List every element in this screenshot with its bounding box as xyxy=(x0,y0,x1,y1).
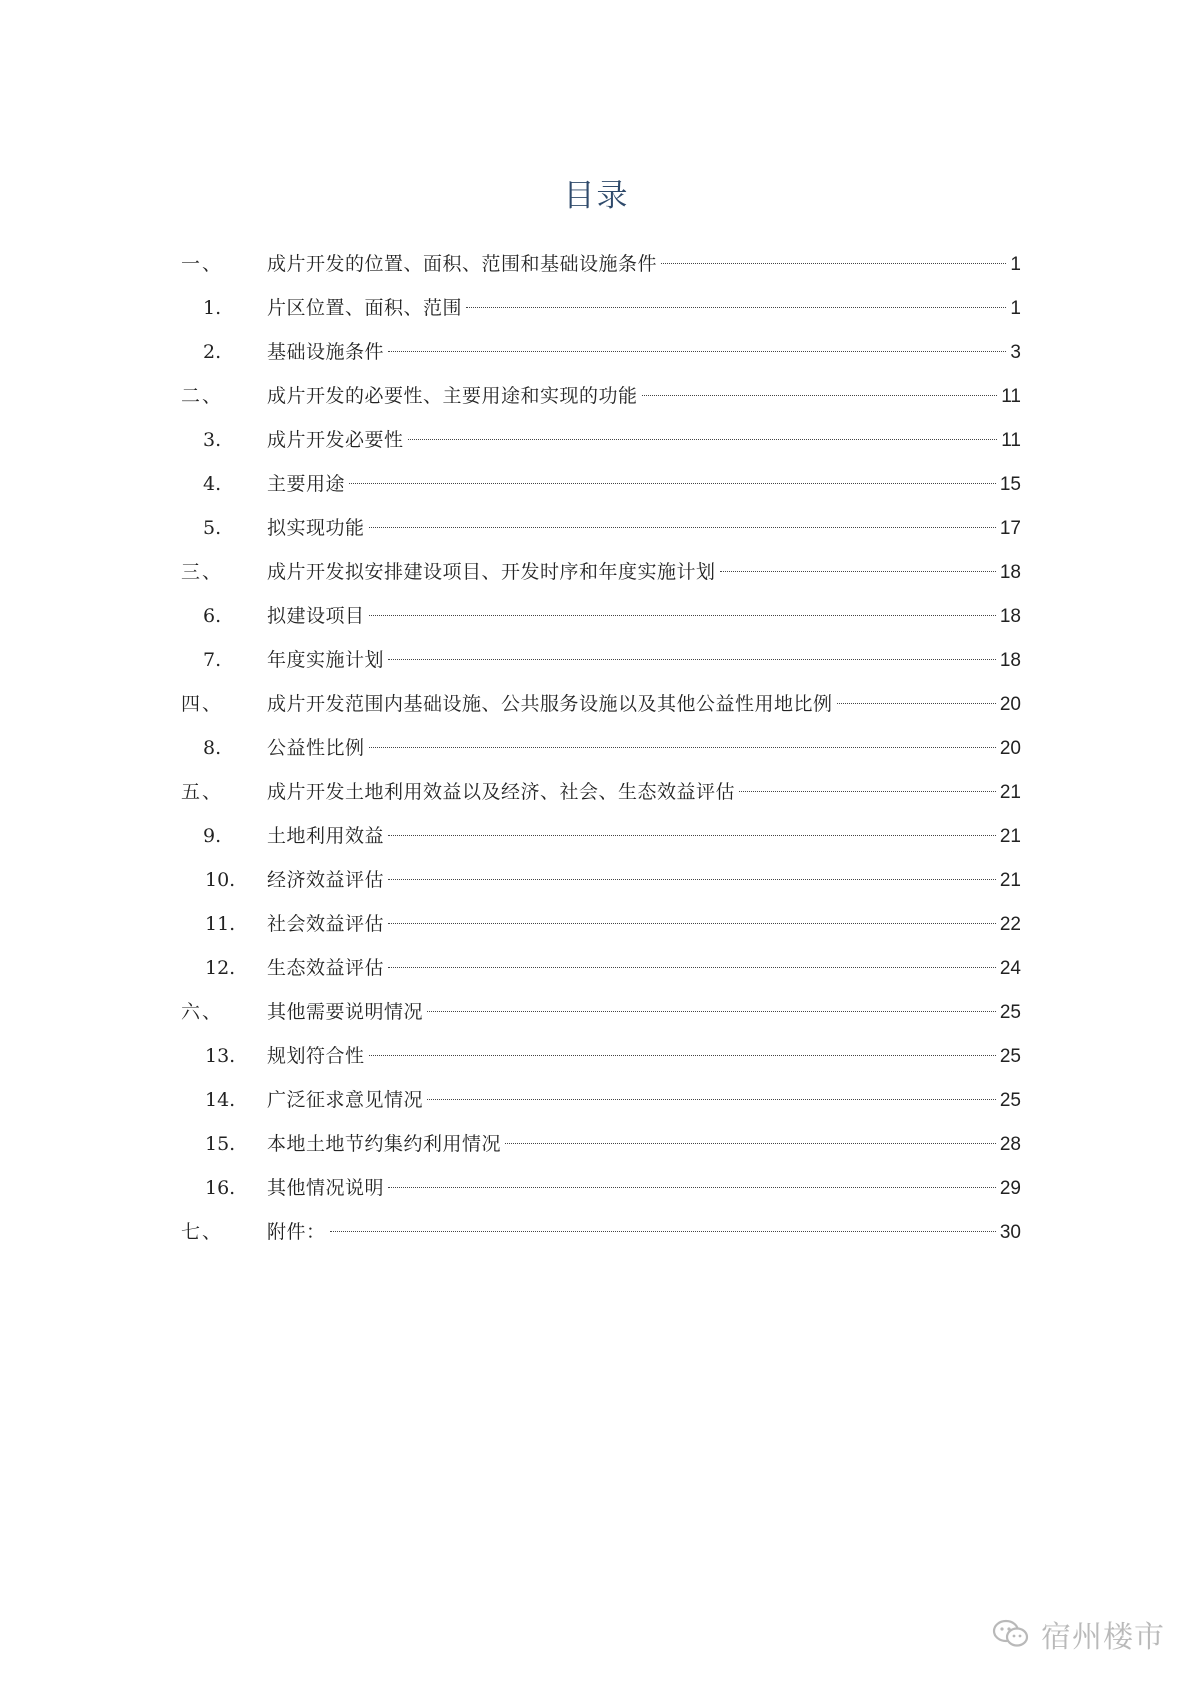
toc-entry-number: 七、 xyxy=(181,1221,224,1243)
toc-entry-number: 二、 xyxy=(181,385,224,407)
toc-subsection-row[interactable] xyxy=(181,1122,1021,1166)
toc-section-row[interactable] xyxy=(181,1210,1021,1254)
toc-entry-number: 8. xyxy=(203,737,222,759)
page-title: 目录 xyxy=(563,178,630,214)
toc-entry-title: 片区位置、面积、范围 xyxy=(267,297,463,319)
dot-leader xyxy=(388,1186,996,1188)
dot-leader xyxy=(427,1098,996,1100)
toc-subsection-row[interactable] xyxy=(181,638,1021,682)
dot-leader xyxy=(349,482,996,484)
dot-leader xyxy=(369,526,996,528)
toc-entry-title: 其他需要说明情况 xyxy=(267,1001,424,1023)
toc-page-number: 21 xyxy=(999,826,1021,847)
toc-entry-title: 成片开发必要性 xyxy=(267,429,404,451)
toc-entry-number: 16. xyxy=(205,1177,236,1199)
toc-page-number: 3 xyxy=(1010,342,1021,363)
toc-page-number: 18 xyxy=(999,650,1021,671)
toc-entry-number: 9. xyxy=(203,825,222,847)
toc-entry-number: 13. xyxy=(205,1045,236,1067)
toc-entry-number: 15. xyxy=(205,1133,236,1155)
toc-subsection-row[interactable] xyxy=(181,462,1021,506)
toc-entry-number: 7. xyxy=(203,649,222,671)
toc-entry-title: 公益性比例 xyxy=(267,737,365,759)
toc-subsection-row[interactable] xyxy=(181,1078,1021,1122)
toc-section-row[interactable] xyxy=(181,770,1021,814)
toc-entry-number: 1. xyxy=(203,297,222,319)
toc-section-row[interactable] xyxy=(181,242,1021,286)
toc-page-number: 1 xyxy=(1010,254,1021,275)
toc-entry-title: 成片开发的位置、面积、范围和基础设施条件 xyxy=(267,253,658,275)
dot-leader xyxy=(427,1010,996,1012)
toc-entry-title: 广泛征求意见情况 xyxy=(267,1089,424,1111)
toc-entry-number: 14. xyxy=(205,1089,236,1111)
toc-entry-number: 11. xyxy=(205,913,236,935)
toc-subsection-row[interactable] xyxy=(181,858,1021,902)
toc-subsection-row[interactable] xyxy=(181,418,1021,462)
toc-subsection-row[interactable] xyxy=(181,1166,1021,1210)
dot-leader xyxy=(388,834,996,836)
toc-page-number: 20 xyxy=(999,694,1021,715)
toc-page-number: 1 xyxy=(1010,298,1021,319)
toc-entry-title: 经济效益评估 xyxy=(267,869,385,891)
toc-entry-number: 四、 xyxy=(181,693,224,715)
toc-page-number: 21 xyxy=(999,870,1021,891)
dot-leader xyxy=(369,746,996,748)
toc-subsection-row[interactable] xyxy=(181,946,1021,990)
toc-subsection-row[interactable] xyxy=(181,330,1021,374)
toc-subsection-row[interactable] xyxy=(181,286,1021,330)
toc-entry-title: 拟实现功能 xyxy=(267,517,365,539)
toc-page-number: 28 xyxy=(999,1134,1021,1155)
toc-page-number: 25 xyxy=(999,1090,1021,1111)
dot-leader xyxy=(661,262,1006,264)
toc-entry-title: 本地土地节约集约利用情况 xyxy=(267,1133,502,1155)
toc-entry-title: 规划符合性 xyxy=(267,1045,365,1067)
watermark xyxy=(991,1612,1165,1656)
toc-page-number: 11 xyxy=(1001,430,1021,451)
wechat-icon xyxy=(991,1618,1031,1650)
toc-subsection-row[interactable] xyxy=(181,1034,1021,1078)
dot-leader xyxy=(388,658,996,660)
toc-page-number: 18 xyxy=(999,562,1021,583)
toc-entry-title: 成片开发的必要性、主要用途和实现的功能 xyxy=(267,385,638,407)
toc-entry-title: 成片开发范围内基础设施、公共服务设施以及其他公益性用地比例 xyxy=(267,693,833,715)
toc-entry-title: 成片开发拟安排建设项目、开发时序和年度实施计划 xyxy=(267,561,716,583)
dot-leader xyxy=(720,570,996,572)
dot-leader xyxy=(739,790,996,792)
toc-page-number: 25 xyxy=(999,1046,1021,1067)
toc-section-row[interactable] xyxy=(181,550,1021,594)
toc-entry-title: 拟建设项目 xyxy=(267,605,365,627)
dot-leader xyxy=(388,878,996,880)
dot-leader xyxy=(408,438,998,440)
toc-subsection-row[interactable] xyxy=(181,902,1021,946)
toc-subsection-row[interactable] xyxy=(181,814,1021,858)
dot-leader xyxy=(505,1142,996,1144)
toc-entry-title: 年度实施计划 xyxy=(267,649,385,671)
toc-entry-title: 基础设施条件 xyxy=(267,341,385,363)
toc-page-number: 21 xyxy=(999,782,1021,803)
toc-page-number: 25 xyxy=(999,1002,1021,1023)
dot-leader xyxy=(388,966,996,968)
toc-page-number: 22 xyxy=(999,914,1021,935)
dot-leader xyxy=(642,394,998,396)
toc-entry-number: 3. xyxy=(203,429,222,451)
toc-page-number: 18 xyxy=(999,606,1021,627)
toc-entry-title: 土地利用效益 xyxy=(267,825,385,847)
toc-entry-number: 6. xyxy=(203,605,222,627)
dot-leader xyxy=(837,702,996,704)
toc-entry-title: 附件： xyxy=(267,1221,326,1243)
toc-page-number: 17 xyxy=(999,518,1021,539)
dot-leader xyxy=(388,350,1006,352)
toc-entry-title: 社会效益评估 xyxy=(267,913,385,935)
toc-section-row[interactable] xyxy=(181,374,1021,418)
toc-page-number: 30 xyxy=(999,1222,1021,1243)
toc-entry-number: 一、 xyxy=(181,253,224,275)
toc-entry-title: 成片开发土地利用效益以及经济、社会、生态效益评估 xyxy=(267,781,736,803)
toc-section-row[interactable] xyxy=(181,990,1021,1034)
toc-entry-number: 10. xyxy=(205,869,236,891)
toc-page-number: 29 xyxy=(999,1178,1021,1199)
toc-page-number: 15 xyxy=(999,474,1021,495)
toc-page-number: 24 xyxy=(999,958,1021,979)
watermark-text: 宿州楼市 xyxy=(1041,1620,1165,1655)
toc-entry-number: 12. xyxy=(205,957,236,979)
toc-entry-number: 2. xyxy=(203,341,222,363)
toc-entry-title: 生态效益评估 xyxy=(267,957,385,979)
toc-subsection-row[interactable] xyxy=(181,506,1021,550)
toc-entry-number: 五、 xyxy=(181,781,224,803)
dot-leader xyxy=(466,306,1006,308)
dot-leader xyxy=(388,922,996,924)
toc-section-row[interactable] xyxy=(181,682,1021,726)
dot-leader xyxy=(330,1230,996,1232)
table-of-contents xyxy=(181,242,1021,1254)
toc-page-number: 11 xyxy=(1001,386,1021,407)
toc-subsection-row[interactable] xyxy=(181,726,1021,770)
toc-entry-number: 三、 xyxy=(181,561,224,583)
toc-page-number: 20 xyxy=(999,738,1021,759)
toc-entry-number: 六、 xyxy=(181,1001,224,1023)
toc-entry-title: 主要用途 xyxy=(267,473,346,495)
dot-leader xyxy=(369,614,996,616)
toc-entry-number: 5. xyxy=(203,517,222,539)
toc-entry-title: 其他情况说明 xyxy=(267,1177,385,1199)
dot-leader xyxy=(369,1054,996,1056)
toc-subsection-row[interactable] xyxy=(181,594,1021,638)
toc-entry-number: 4. xyxy=(203,473,222,495)
